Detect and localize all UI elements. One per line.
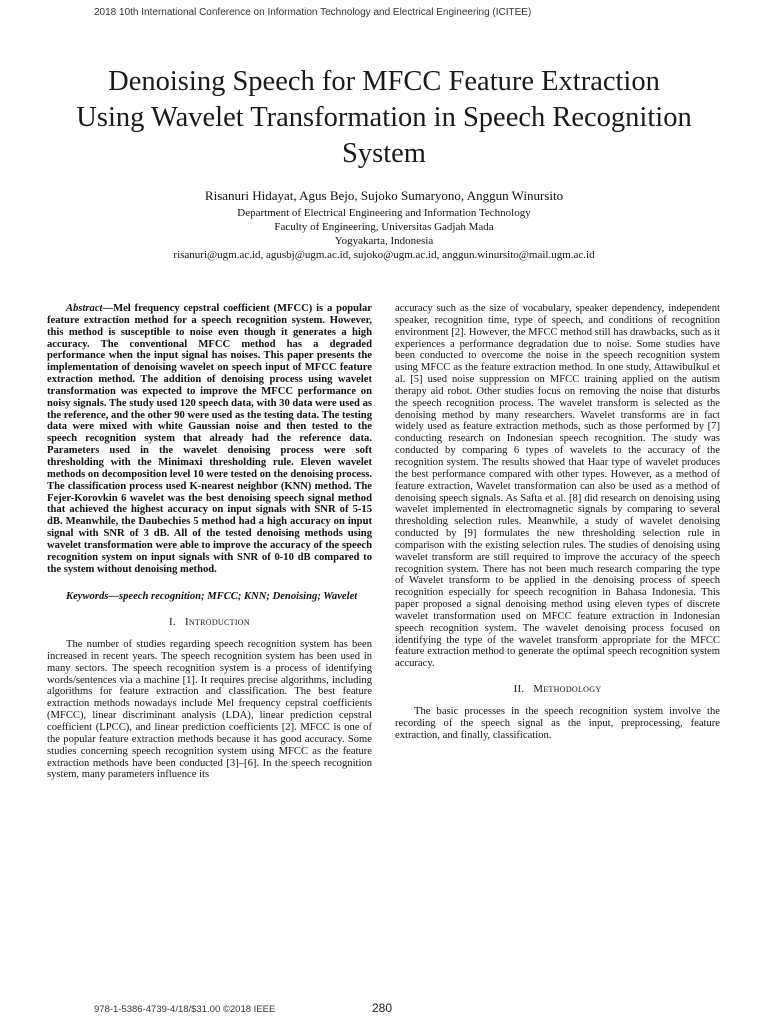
section-heading-methodology: II. Methodology (513, 683, 602, 696)
abstract-text: Mel frequency cepstral coefficient (MFCC) is a popular feature extraction method for a speech recognition system. However, this method is susceptible to noise even though it generates a high accuracy. The conventional MFCC method has a degraded performance when the input signal has noises. This paper presents the implementation of denoising wavelet on speech input of MFCC feature extraction method. The addition of denoising process using wavelet transformation was expected to improve the MFCC performance on noisy signals. The study used 120 speech data, with 30 data were used as the reference, and the other 90 were used as the testing data. The testing data were mixed with white Gaussian noise and then tested to the speech recognition system that already had the reference data. Parameters used in the wavelet denoising process were soft thresholding with the Minimaxi thresholding rule. Eleven wavelet methods on decomposition level 10 were tested on the denoising process. The classification process used K-nearest neighbor (KNN) method. The Fejer-Korovkin 6 wavelet was the best denoising speech signal method that achieved the highest accuracy on input signals with SNR of 5-15 dB. Meanwhile, the Daubechies 5 method had a high accuracy on input signal with SNR of 3 dB. All of the tested denoising methods using wavelet transformation were able to improve the accuracy of the speech recognition system on input signals with SNR of 0-10 dB compared to the system without denoising method. (47, 303, 372, 575)
section-heading-introduction: I. Introduction (169, 616, 250, 629)
affiliation-block (0, 206, 768, 262)
location: Yogyakarta, Indonesia (334, 235, 434, 247)
conference-header: 2018 10th International Conference on Information Technology and Electrical Engineering (ICITEE) (94, 7, 532, 18)
department: Department of Electrical Engineering and Information Technology (237, 207, 531, 219)
methodology-paragraph: The basic processes in the speech recognition system involve the recording of the speech signal as the input, preprocessing, feature extraction, and finally, classification. (395, 706, 720, 741)
left-column (47, 303, 372, 781)
right-column (395, 303, 720, 742)
abstract (47, 303, 372, 575)
paper-title (10, 64, 758, 172)
abstract-dash: — (102, 303, 114, 314)
title-line-3: System (342, 138, 426, 169)
introduction-paragraph: The number of studies regarding speech recognition system has been increased in recent years. The speech recognition system has been used in many sectors. The speech recognition system is a process of identifying words/sentences via a machine [1]. It requires precise algorithms, including algorithms for feature extraction and classification. The best feature extraction methods nowadays include Mel frequency cepstral coefficients (MFCC), linear discriminant analysis (LDA), linear prediction cepstral coefficient (LPCC), and linear prediction coefficients [2]. MFCC is one of the popular feature extraction methods because it has good accuracy. Some studies concerning speech recognition system using MFCC as the feature extraction methods have been conducted [3]–[6]. In the speech recognition system, many parameters influence its (47, 639, 372, 781)
keywords: Keywords—speech recognition; MFCC; KNN; Denoising; Wavelet (66, 591, 358, 603)
author-emails: risanuri@ugm.ac.id, agusbj@ugm.ac.id, sujoko@ugm.ac.id, anggun.winursito@mail.ugm.ac.id (173, 249, 595, 261)
isbn-footer: 978-1-5386-4739-4/18/$31.00 ©2018 IEEE (94, 1004, 276, 1015)
author-list: Risanuri Hidayat, Agus Bejo, Sujoko Sumaryono, Anggun Winursito (204, 188, 564, 203)
title-line-2: Using Wavelet Transformation in Speech Recognition (76, 102, 692, 133)
faculty: Faculty of Engineering, Universitas Gadjah Mada (274, 221, 494, 233)
page-number: 280 (372, 1001, 393, 1015)
abstract-label: Abstract (66, 303, 103, 314)
title-line-1: Denoising Speech for MFCC Feature Extraction (108, 66, 660, 97)
introduction-paragraph-continued: accuracy such as the size of vocabulary, speaker dependency, independent speaker, recognition time, type of speech, and conditions of recognition environment [2]. However, the MFCC method still has drawbacks, such as it experiences a performance degradation due to noise. Some studies have been conducted to overcome the noise in the speech recognition system using MFCC as the feature extraction method. In one study, Attawibulkul et al. [5] used noise suppression on MFCC training applied on the autism therapy aid robot. Other studies focus on removing the noise that disturbs the speech recognition process. The wavelet transform is selected as the denoising method by many researchers. Wavelet transforms are in fact widely used as feature extraction methods, such as those performed by [7] conducting research on Indonesian speech recognition. The study was conducted by comparing 6 types of wavelets to the accuracy of the recognition system. The results showed that Haar type of wavelet produces the best performance compared with other types. However, as a method of feature extraction, Wavelet transformation can also be used as a method of denoising speech signals. As Safta et al. [8] did research on denoising using wavelet implemented in electromagnetic signals by comparing to several thresholding selection rules. Meanwhile, a study of wavelet denoising conducted by [9] formulates the new thresholding selection rule in comparison with the existing selection rules. The studies of denoising using wavelet transform are still required to improve the accuracy of the speech recognition system. There has not been much research comparing the type of Wavelet transform to be applied in the denoising process of speech recognition especially for speech recognition in Bahasa Indonesia. This paper proposed a signal denoising method using eleven types of discrete wavelet transformation used on MFCC feature extraction in Indonesian speech recognition system. The wavelet denoising process focused on identifying the type of the wavelet transform appropriate for the MFCC feature extraction method to generate the optimal speech recognition system accuracy. (395, 303, 720, 670)
